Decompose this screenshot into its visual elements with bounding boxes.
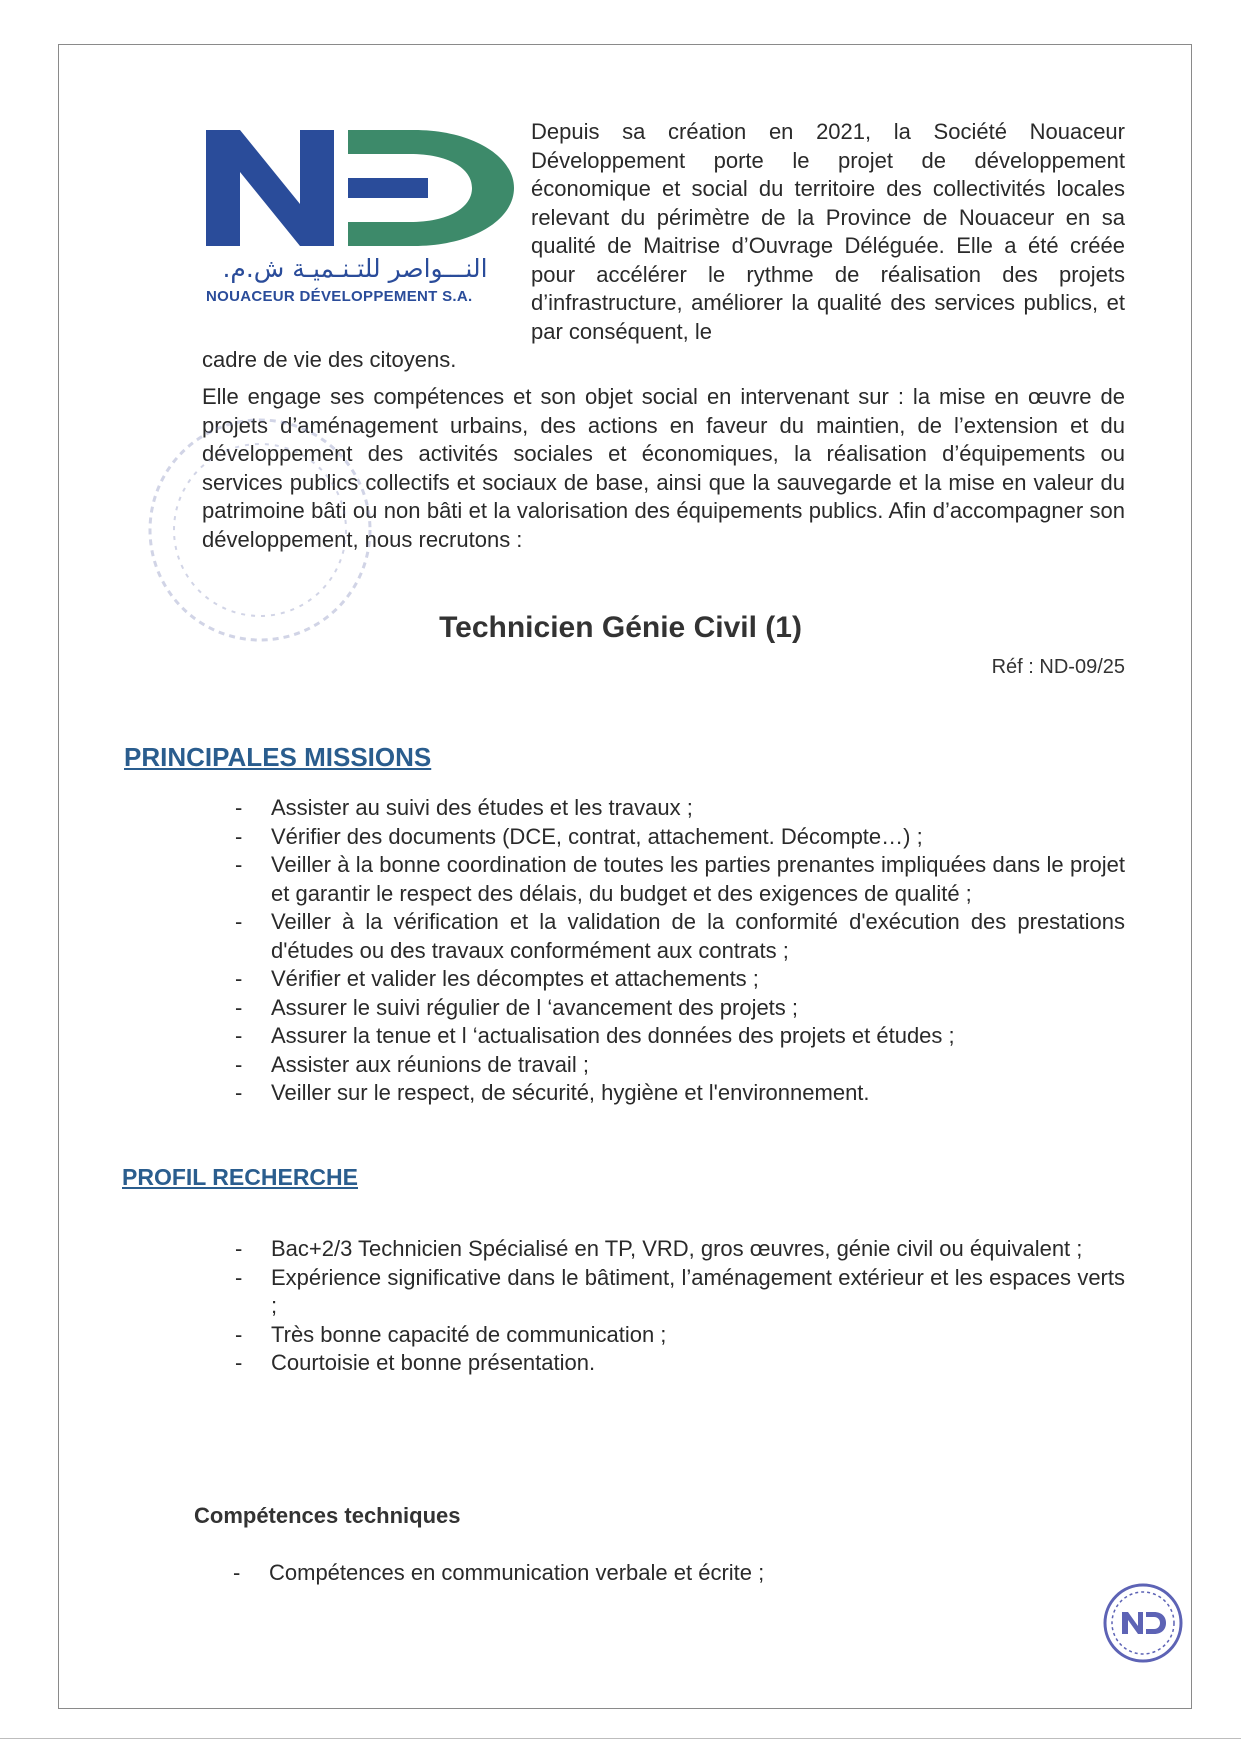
dash-bullet: - <box>235 795 243 820</box>
intro-paragraph-top: Depuis sa création en 2021, la Société Nouaceur Développement porte le projet de développement économique et social du territoire des collectivités locales relevant du périmètre de la Province de Nouaceur en sa qualité de Maitrise d’Ouvrage Déléguée. Elle a été créée pour accélérer le rythme de réalisation des projets d’infrastructure, améliorer la qualité des services publics, et par conséquent, le <box>531 119 1125 344</box>
nd-seal-icon <box>1102 1582 1184 1664</box>
mission-text: Vérifier et valider les décomptes et attachements ; <box>271 966 759 991</box>
profil-text: Expérience significative dans le bâtiment, l’aménagement extérieur et les espaces verts ; <box>271 1264 1125 1318</box>
list-item <box>235 1079 1125 1108</box>
profil-text: Très bonne capacité de communication ; <box>271 1321 667 1347</box>
competences-heading: Compétences techniques <box>194 1503 461 1528</box>
dash-bullet: - <box>235 1236 243 1261</box>
list-item <box>235 1349 1125 1378</box>
dash-bullet: - <box>235 852 243 877</box>
mission-text: Assurer la tenue et l ‘actualisation des données des projets et études ; <box>271 1023 955 1048</box>
dash-bullet: - <box>235 1051 243 1077</box>
list-item <box>233 1559 1123 1588</box>
mission-text: Veiller à la bonne coordination de toutes les parties prenantes impliquées dans le projet et garantir le respect des délais, du budget et des exigences de qualité ; <box>271 852 1125 906</box>
competence-text: Compétences en communication verbale et écrite ; <box>269 1560 765 1585</box>
logo-company-name: NOUACEUR DÉVELOPPEMENT S.A. <box>206 288 473 305</box>
intro-paragraph-end: cadre de vie des citoyens. <box>202 347 457 372</box>
list-item <box>235 1321 1125 1350</box>
list-item <box>235 1264 1125 1321</box>
missions-list <box>235 794 1125 1108</box>
scan-edge-line <box>0 1738 1241 1739</box>
missions-heading: PRINCIPALES MISSIONS <box>124 742 432 772</box>
mission-text: Assurer le suivi régulier de l ‘avancement des projets ; <box>271 994 799 1020</box>
mission-text: Assister au suivi des études et les travaux ; <box>271 795 693 820</box>
list-item <box>235 823 1125 852</box>
list-item <box>235 1235 1125 1264</box>
list-item <box>235 851 1125 908</box>
profil-text: Bac+2/3 Technicien Spécialisé en TP, VRD, gros œuvres, génie civil ou équivalent ; <box>271 1236 1083 1261</box>
mission-text: Veiller sur le respect, de sécurité, hygiène et l'environnement. <box>271 1080 870 1105</box>
list-item <box>235 965 1125 994</box>
list-item <box>235 908 1125 965</box>
dash-bullet: - <box>235 823 243 849</box>
dash-bullet: - <box>235 1023 243 1048</box>
dash-bullet: - <box>233 1560 241 1585</box>
list-item <box>235 1022 1125 1051</box>
list-item <box>235 794 1125 823</box>
dash-bullet: - <box>235 994 243 1020</box>
profil-heading: PROFIL RECHERCHE <box>122 1164 358 1190</box>
dash-bullet: - <box>235 966 243 991</box>
list-item <box>235 1051 1125 1080</box>
job-reference: Réf : ND-09/25 <box>991 656 1125 678</box>
logo-arabic-name: النـــواصر للتـنـميـة ش.م. <box>222 254 488 283</box>
dash-bullet: - <box>235 1080 243 1105</box>
dash-bullet: - <box>235 1321 243 1347</box>
dash-bullet: - <box>235 1264 243 1290</box>
competences-list <box>233 1559 1123 1588</box>
dash-bullet: - <box>235 1350 243 1375</box>
mission-text: Veiller à la vérification et la validation de la conformité d'exécution des prestations d'études ou des travaux conformément aux contrats ; <box>271 909 1125 963</box>
profil-list <box>235 1235 1125 1378</box>
intro-paragraph-2: Elle engage ses compétences et son objet social en intervenant sur : la mise en œuvre de projets d’aménagement urbains, des actions en faveur du maintien, de l’extension et du développement des activités sociales et économiques, la réalisation d’équipements ou services publics collectifs et sociaux de base, ainsi que la sauvegarde et la mise en valeur du patrimoine bâti ou non bâti et la valorisation des équipements publics. Afin d’accompagner son développement, nous recrutons : <box>202 384 1125 552</box>
job-title: Technicien Génie Civil (1) <box>439 611 802 644</box>
mission-text: Assister aux réunions de travail ; <box>271 1051 589 1077</box>
list-item <box>235 994 1125 1023</box>
mission-text: Vérifier des documents (DCE, contrat, attachement. Décompte…) ; <box>271 823 923 849</box>
dash-bullet: - <box>235 909 243 934</box>
profil-text: Courtoisie et bonne présentation. <box>271 1350 596 1375</box>
